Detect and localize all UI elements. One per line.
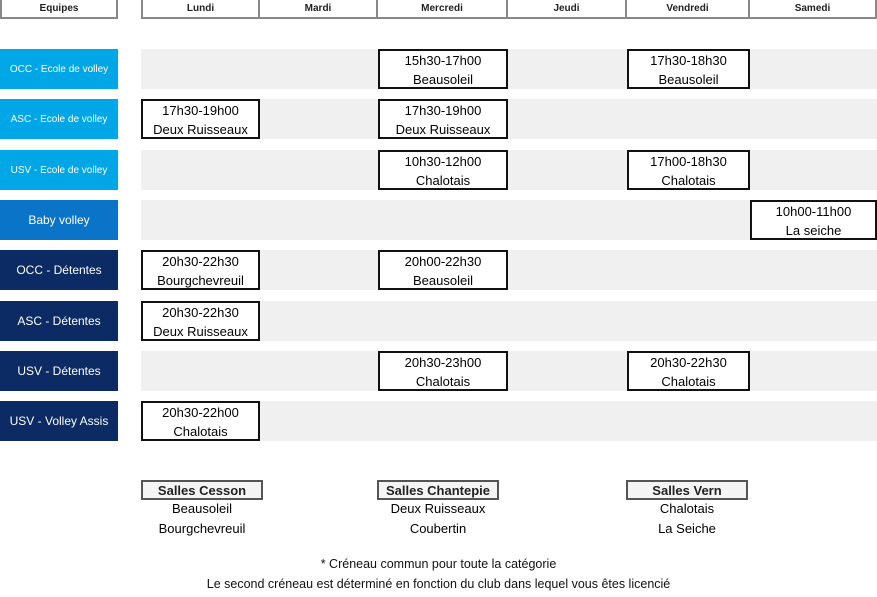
slot-place: Deux Ruisseaux — [153, 324, 248, 339]
schedule-slot — [141, 99, 260, 139]
schedule-row — [141, 351, 877, 391]
schedule-slot — [627, 351, 750, 391]
schedule-slot — [627, 150, 750, 190]
schedule-slot — [750, 200, 877, 240]
slot-time: 15h30-17h00 — [404, 53, 482, 68]
slot-place: Bourgchevreuil — [157, 273, 244, 288]
header-day-samedi: Samedi — [750, 0, 877, 19]
team-label: USV - Volley Assis — [0, 401, 118, 441]
salle-group-title: Salles Cesson — [141, 480, 263, 500]
slot-time: 17h00-18h30 — [650, 154, 727, 169]
slot-time: 20h30-22h00 — [162, 405, 239, 420]
header-day-lundi: Lundi — [141, 0, 260, 19]
slot-time: 20h30-22h30 — [162, 254, 239, 269]
salle-item: Beausoleil — [172, 501, 232, 516]
schedule-slot — [378, 351, 508, 391]
slot-place: Beausoleil — [413, 72, 473, 87]
slot-place: Deux Ruisseaux — [395, 122, 491, 137]
team-label: OCC - Ecole de volley — [0, 49, 118, 89]
header-day-vendredi: Vendredi — [627, 0, 750, 19]
slot-place: Beausoleil — [413, 273, 473, 288]
header-equipes: Equipes — [0, 0, 118, 19]
schedule-slot — [378, 49, 508, 89]
header-day-jeudi: Jeudi — [508, 0, 627, 19]
slot-time: 10h00-11h00 — [775, 204, 852, 219]
schedule-slot — [378, 250, 508, 290]
salle-item: Chalotais — [659, 501, 715, 516]
slot-time: 17h30-19h00 — [162, 103, 239, 118]
slot-time: 20h30-22h30 — [650, 355, 727, 370]
slot-time: 20h30-22h30 — [162, 305, 239, 320]
salle-item: Deux Ruisseaux — [390, 501, 486, 516]
schedule-slot — [378, 99, 508, 139]
slot-place: Chalotais — [415, 374, 471, 389]
slot-place: La seiche — [785, 223, 842, 238]
slot-place: Deux Ruisseaux — [153, 122, 248, 137]
note-line-1: * Créneau commun pour toute la catégorie — [320, 557, 557, 571]
salle-group-title: Salles Vern — [626, 480, 748, 500]
team-label: ASC - Ecole de volley — [0, 99, 118, 139]
note-line-2: Le second créneau est déterminé en fonction du club dans lequel vous êtes licencié — [206, 577, 671, 591]
schedule-slot — [378, 150, 508, 190]
slot-place: Chalotais — [661, 374, 716, 389]
team-label: Baby volley — [0, 200, 118, 240]
team-label: OCC - Détentes — [0, 250, 118, 290]
schedule-slot — [141, 301, 260, 341]
schedule-row — [141, 49, 877, 89]
salle-item: La Seiche — [658, 521, 716, 536]
salle-item: Bourgchevreuil — [158, 521, 246, 536]
header-day-mercredi: Mercredi — [378, 0, 508, 19]
schedule-slot — [141, 250, 260, 290]
slot-time: 20h00-22h30 — [404, 254, 482, 269]
schedule-row — [141, 150, 877, 190]
salle-group-title: Salles Chantepie — [377, 480, 499, 500]
slot-place: Chalotais — [415, 173, 471, 188]
slot-place: Chalotais — [661, 173, 716, 188]
team-label: USV - Ecole de volley — [0, 150, 118, 190]
schedule-slot — [627, 49, 750, 89]
slot-place: Chalotais — [173, 424, 228, 439]
slot-place: Beausoleil — [658, 72, 719, 87]
team-label: USV - Détentes — [0, 351, 118, 391]
slot-time: 17h30-19h00 — [404, 103, 482, 118]
salle-item: Coubertin — [409, 521, 467, 536]
schedule-slot — [141, 401, 260, 441]
slot-time: 10h30-12h00 — [404, 154, 482, 169]
team-label: ASC - Détentes — [0, 301, 118, 341]
slot-time: 20h30-23h00 — [404, 355, 482, 370]
slot-time: 17h30-18h30 — [650, 53, 727, 68]
header-day-mardi: Mardi — [260, 0, 378, 19]
